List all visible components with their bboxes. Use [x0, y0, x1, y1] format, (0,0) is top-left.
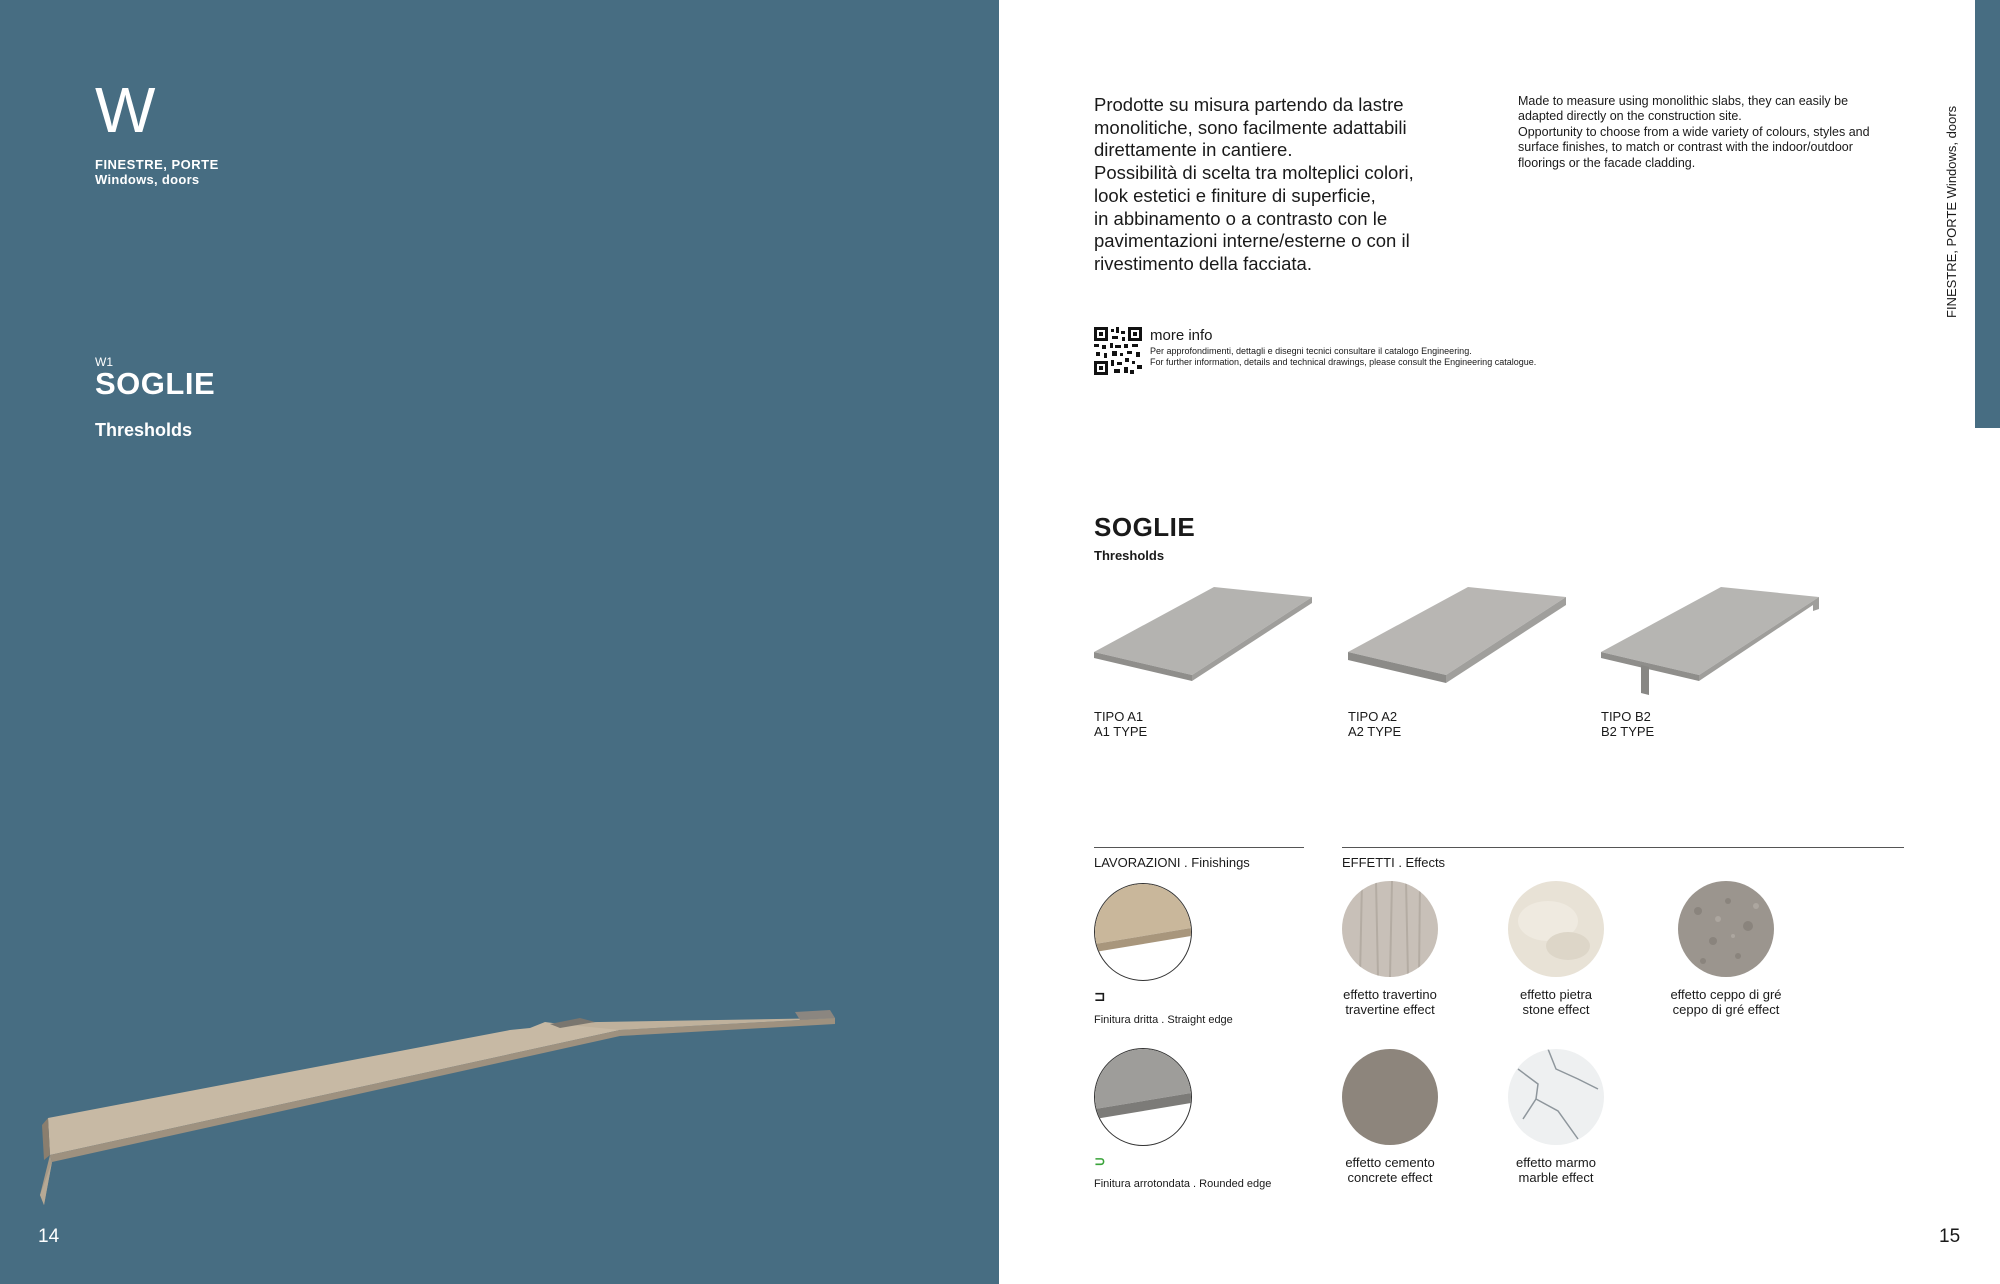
effect-label-en: concrete effect [1347, 1170, 1433, 1185]
threshold-product-image [40, 1000, 840, 1210]
section-code: W1 [95, 355, 113, 369]
desc-it-line: monolitiche, sono facilmente adattabili [1094, 116, 1407, 138]
more-info-title: more info [1150, 327, 1213, 344]
type-a2-image [1348, 585, 1568, 700]
desc-it-line: look estetici e finiture di superficie, [1094, 184, 1376, 206]
straight-edge-label: Finitura dritta . Straight edge [1094, 1014, 1233, 1026]
side-tab-bar [1975, 0, 2000, 428]
stone-swatch [1508, 881, 1604, 977]
description-italian [1094, 94, 1514, 276]
desc-it-line: in abbinamento o a contrasto con le [1094, 207, 1388, 229]
rounded-edge-swatch [1094, 1048, 1192, 1146]
page-number-left: 14 [38, 1226, 60, 1247]
straight-edge-swatch [1094, 883, 1192, 981]
ceppo-swatch [1678, 881, 1774, 977]
travertine-label [1305, 987, 1475, 1017]
effect-label-it: effetto cemento [1345, 1155, 1435, 1170]
section-subtitle: Thresholds [95, 420, 193, 440]
type-a1-image [1094, 585, 1314, 700]
desc-en-line: Opportunity to choose from a wide variety of colours, styles and [1518, 124, 1870, 139]
type-label-en: A1 TYPE [1094, 724, 1148, 739]
type-label-en: B2 TYPE [1601, 724, 1655, 739]
concrete-label [1305, 1155, 1475, 1185]
type-label-it: TIPO B2 [1601, 709, 1651, 724]
desc-it-line: rivestimento della facciata. [1094, 252, 1312, 274]
more-info-text-en: For further information, details and technical drawings, please consult the Engineering catalogue. [1150, 357, 1537, 367]
finishings-divider [1094, 847, 1304, 848]
finishings-header: LAVORAZIONI . Finishings [1094, 855, 1250, 870]
desc-it-line: Prodotte su misura partendo da lastre [1094, 94, 1404, 115]
product-title: SOGLIE [1094, 512, 1196, 542]
ceppo-label [1641, 987, 1811, 1017]
type-label-it: TIPO A1 [1094, 709, 1144, 724]
desc-en-line: floorings or the facade cladding. [1518, 155, 1696, 170]
desc-it-line: Possibilità di scelta tra molteplici colori, [1094, 162, 1414, 184]
section-title: SOGLIE [95, 366, 216, 401]
type-b2-image [1601, 585, 1821, 700]
page-number-right: 15 [1939, 1226, 1961, 1247]
category-title-en: Windows, doors [95, 172, 200, 187]
type-label-en: A2 TYPE [1348, 724, 1402, 739]
type-label-it: TIPO A2 [1348, 709, 1398, 724]
chapter-letter: W [95, 74, 156, 146]
rounded-edge-label: Finitura arrotondata . Rounded edge [1094, 1178, 1272, 1190]
effect-label-en: marble effect [1518, 1170, 1594, 1185]
effect-label-it: effetto ceppo di gré [1670, 987, 1782, 1002]
travertine-swatch [1342, 881, 1438, 977]
effect-label-en: travertine effect [1345, 1002, 1435, 1017]
more-info-text-it: Per approfondimenti, dettagli e disegni tecnici consultare il catalogo Engineering. [1150, 346, 1472, 356]
side-vertical-label: FINESTRE, PORTE Windows, doors [1944, 105, 1959, 318]
marble-swatch [1508, 1049, 1604, 1145]
description-english [1518, 94, 1918, 171]
straight-edge-icon: ⊐ [1094, 988, 1106, 1004]
marble-label [1471, 1155, 1641, 1185]
category-title-it: FINESTRE, PORTE [95, 157, 219, 172]
desc-it-line: pavimentazioni interne/esterne o con il [1094, 230, 1410, 252]
effect-label-it: effetto pietra [1519, 987, 1593, 1002]
effect-label-it: effetto travertino [1343, 987, 1437, 1002]
rounded-edge-icon: ⊃ [1094, 1153, 1106, 1169]
type-a1-label [1094, 709, 1147, 739]
effects-header: EFFETTI . Effects [1342, 855, 1446, 870]
desc-it-line: direttamente in cantiere. [1094, 139, 1293, 161]
desc-en-line: Made to measure using monolithic slabs, they can easily be [1518, 94, 1849, 108]
effect-label-en: ceppo di gré effect [1672, 1002, 1780, 1017]
desc-en-line: adapted directly on the construction site. [1518, 109, 1742, 124]
type-b2-label [1601, 709, 1654, 739]
desc-en-line: surface finishes, to match or contrast with the indoor/outdoor [1518, 140, 1853, 155]
effect-label-it: effetto marmo [1516, 1155, 1596, 1170]
stone-label [1471, 987, 1641, 1017]
effect-label-en: stone effect [1522, 1002, 1590, 1017]
product-subtitle: Thresholds [1094, 548, 1165, 563]
concrete-swatch [1342, 1049, 1438, 1145]
effects-divider [1342, 847, 1904, 848]
qr-code-icon[interactable] [1094, 327, 1142, 375]
type-a2-label [1348, 709, 1401, 739]
